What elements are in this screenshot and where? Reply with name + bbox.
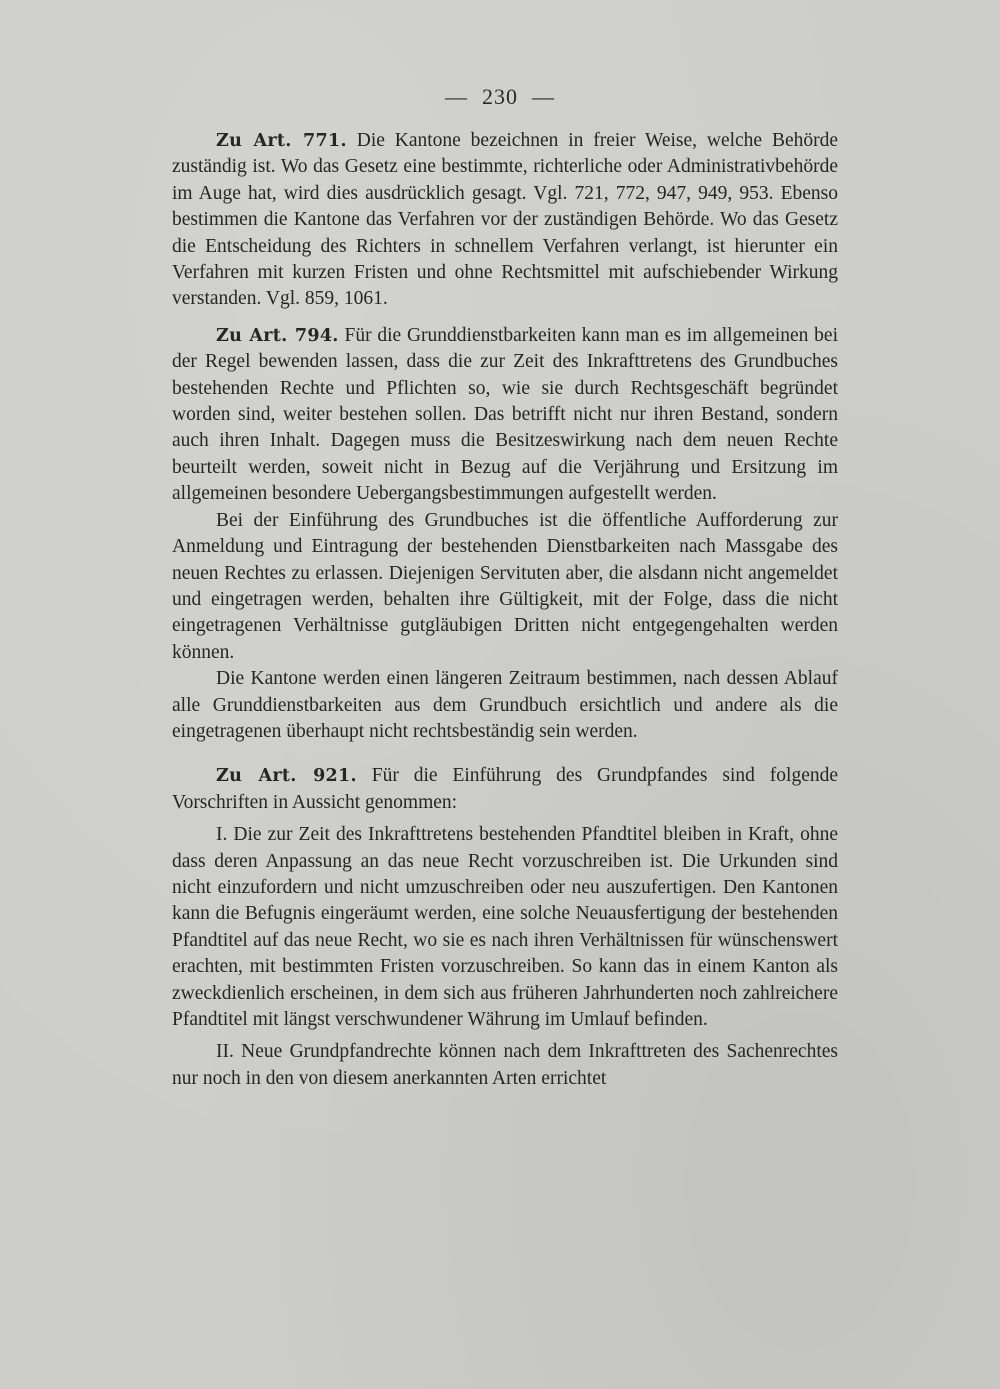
art-771-heading: Zu Art. 771. [216,131,347,151]
art-794-paragraph [172,323,838,508]
page-number-value: 230 [482,84,518,109]
art-794-paragraph-3: Die Kantone werden einen längeren Zeitraum bestimmen, nach dessen Ablauf alle Grunddienstbarkeiten aus dem Grundbuch ersichtlich und andere als die eingetragenen überhaupt nicht rechtsbeständig sein werden. [172,668,838,742]
art-771-paragraph [172,128,838,313]
art-794-heading: Zu Art. 794. [216,325,339,346]
art-771-text: Die Kantone bezeichnen in freier Weise, welche Behörde zuständig ist. Wo das Gesetz eine bestimmte, richterliche oder Administrativbehörde im Auge hat, wird dies ausdrücklich gesagt. Vgl. 721, 772, 947, 949, 953. Ebenso bestimmen die Kantone das Verfahren vor der zuständigen Behörde. Wo das Gesetz die Entscheidung des Richters in schnellem Verfahren verlangt, ist hierunter ein Verfahren mit kurzen Fristen und ohne Rechtsmittel mit aufschiebender Wirkung verstanden. Vgl. 859, 1061. [172,130,839,310]
art-921-paragraph [172,763,838,816]
art-794-paragraph-2: Bei der Einführung des Grundbuches ist die öffentliche Aufforderung zur Anmeldung und Eintragung der bestehenden Dienstbarkeiten nach Massgabe des neuen Rechtes zu erlassen. Diejenigen Servituten aber, die alsdann nicht angemeldet und eingetragen werden, behalten ihre Gültigkeit, mit der Folge, dass die nicht eingetragenen Verhältnisse gutgläubigen Dritten nicht entgegengehalten werden können. [172,509,838,663]
art-921-heading: Zu Art. 921. [216,766,357,787]
art-794-text: Für die Grunddienstbarkeiten kann man es im allgemeinen bei der Regel bewenden lassen, dass die zur Zeit des Inkrafttretens des Grundbuches bestehenden Rechte und Pflichten so, wie sie durch Rechtsgeschäft begründet worden sind, weiter bestehen sollen. Das betrifft nicht nur ihren Bestand, sondern auch ihren Inhalt. Dagegen muss die Besitzeswirkung nach dem neuen Rechte beurteilt werden, soweit nicht in Bezug auf die Verjährung und Ersitzung im allgemeinen besondere Uebergangsbestimmungen aufgestellt werden. [172,324,839,505]
art-921-item-2: II. Neue Grundpfandrechte können nach dem Inkrafttreten des Sachenrechtes nur noch in den von diesem anerkannten Arten errichtet [172,1041,838,1089]
body-text [172,128,838,1092]
page-number-dash-right: — [532,84,555,109]
art-921-text: Für die Einführung des Grundpfandes sind folgende Vorschriften in Aussicht genommen: [172,765,839,813]
art-921-item-1: I. Die zur Zeit des Inkrafttretens bestehenden Pfandtitel bleiben in Kraft, ohne dass deren Anpassung an das neue Recht vorzuschreiben ist. Die Urkunden sind nicht einzufordern und nicht umzuschreiben oder neu auszufertigen. Den Kantonen kann die Befugnis eingeräumt werden, eine solche Neuausfertigung der bestehenden Pfandtitel auf das neue Recht, wo sie es nach ihren Verhältnissen für wünschenswert erachten, mit bestimmten Fristen vorzuschreiben. So kann das in einem Kanton als zweckdienlich erscheinen, in dem sich aus früheren Jahrhunderten noch zahlreichere Pfandtitel mit längst verschwundener Währung im Umlauf befinden. [172,824,838,1030]
page-number-dash-left: — [445,84,468,109]
page-number [0,84,1000,110]
